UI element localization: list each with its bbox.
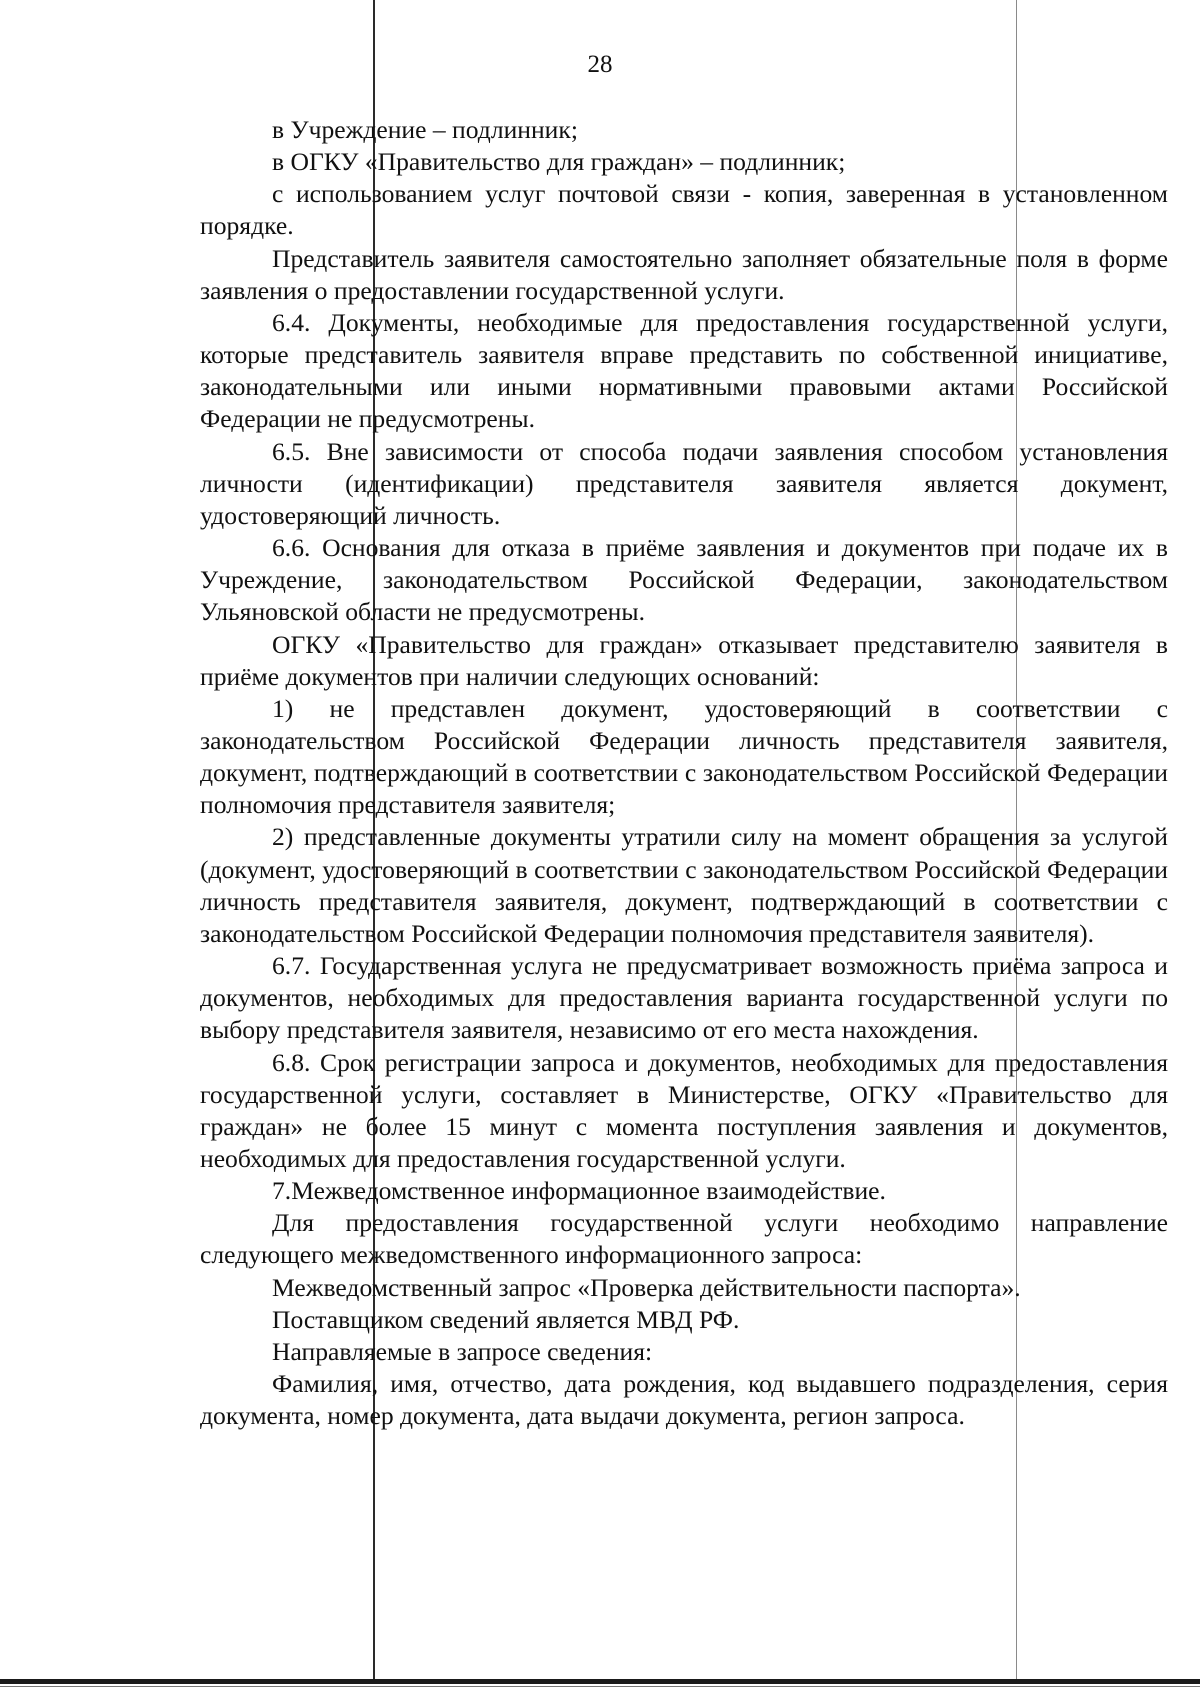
- paragraph: Межведомственный запрос «Проверка действительности паспорта».: [272, 1272, 1021, 1302]
- paragraph: Направляемые в запросе сведения:: [272, 1336, 653, 1366]
- paragraph: 6.6. Основания для отказа в приёме заявления и документов при подаче их в Учреждение, законодательством Российской Федерации, законодательством Ульяновской области не предусмотрены.: [200, 533, 1168, 627]
- paragraph: 1) не представлен документ, удостоверяющий в соответствии с законодательством Российской Федерации личность представителя заявителя, документ, подтверждающий в соответствии с законодательством Российской Федерации полномочия представителя заявителя;: [200, 693, 1168, 820]
- paragraph: ОГКУ «Правительство для граждан» отказывает представителю заявителя в приёме документов при наличии следующих оснований:: [200, 629, 1168, 691]
- page-number: 28: [587, 51, 613, 78]
- paragraph: с использованием услуг почтовой связи - копия, заверенная в установленном порядке.: [200, 179, 1168, 241]
- paragraph: Поставщиком сведений является МВД РФ.: [272, 1304, 740, 1334]
- paragraph: 2) представленные документы утратили силу на момент обращения за услугой (документ, удостоверяющий в соответствии с законодательством Российской Федерации личность представителя заявителя, документ, подтверждающий в соответствии с законодательством Российской Федерации полномочия представителя заявителя).: [200, 822, 1168, 948]
- paragraph: 6.7. Государственная услуга не предусматривает возможность приёма запроса и документов, необходимых для предоставления варианта государственной услуги по выбору представителя заявителя, независимо от его места нахождения.: [200, 951, 1168, 1045]
- document-body: [200, 114, 1168, 1432]
- paragraph: Фамилия, имя, отчество, дата рождения, код выдавшего подразделения, серия документа, номер документа, дата выдачи документа, регион запроса.: [200, 1369, 1168, 1431]
- paragraph: в Учреждение – подлинник;: [272, 115, 578, 144]
- scan-artifact-bottom-border: [0, 1679, 1200, 1684]
- paragraph: 6.5. Вне зависимости от способа подачи заявления способом установления личности (идентификации) представителя заявителя является документ, удостоверяющий личность.: [200, 436, 1168, 530]
- paragraph: 6.4. Документы, необходимые для предоставления государственной услуги, которые представитель заявителя вправе представить по собственной инициативе, законодательными или иными нормативными правовыми актами Российской Федерации не предусмотрены.: [200, 307, 1168, 434]
- scan-artifact-bottom-border-thin: [0, 1686, 1200, 1687]
- paragraph: в ОГКУ «Правительство для граждан» – подлинник;: [272, 147, 846, 177]
- paragraph: Представитель заявителя самостоятельно заполняет обязательные поля в форме заявления о предоставлении государственной услуги.: [200, 243, 1168, 305]
- paragraph: 6.8. Срок регистрации запроса и документов, необходимых для предоставления государственной услуги, составляет в Министерстве, ОГКУ «Правительство для граждан» не более 15 минут с момента поступления заявления и документов, необходимых для предоставления государственной услуги.: [200, 1047, 1168, 1173]
- paragraph: Для предоставления государственной услуги необходимо направление следующего межведомственного информационного запроса:: [200, 1208, 1168, 1270]
- paragraph: 7.Межведомственное информационное взаимодействие.: [272, 1176, 886, 1206]
